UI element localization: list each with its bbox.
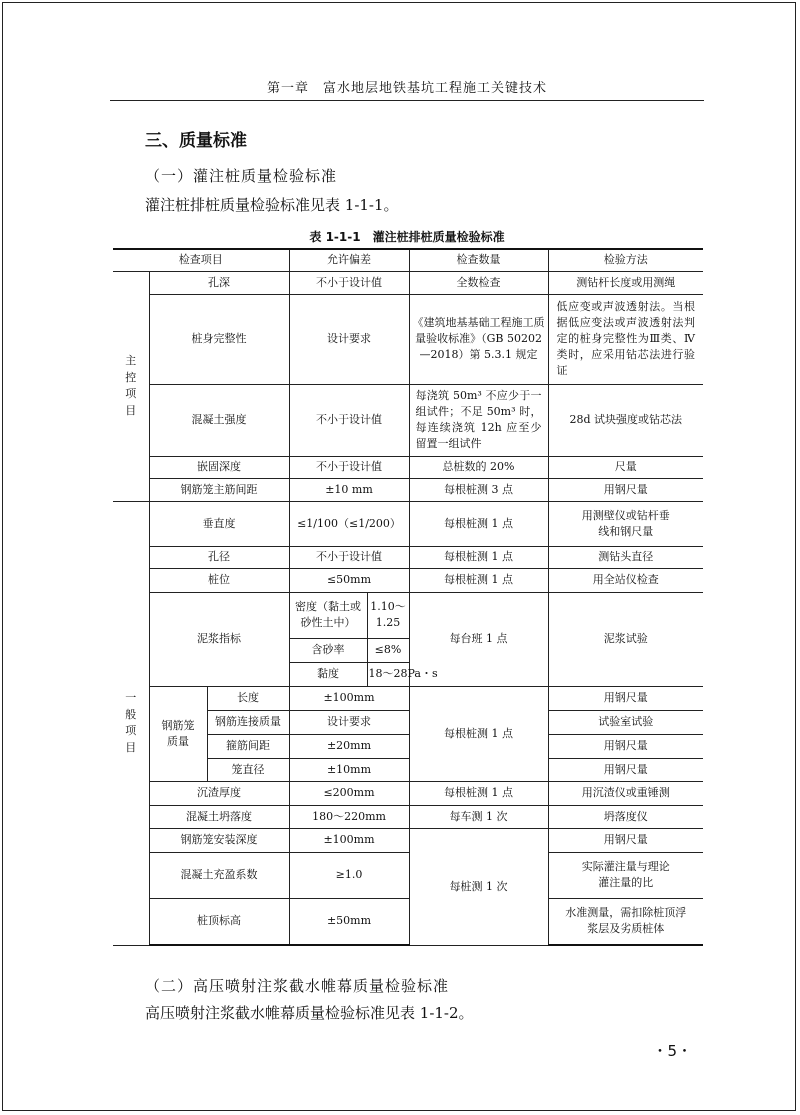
cell-quantity: 每根桩测 1 点 — [409, 781, 548, 805]
cell-method: 试验室试验 — [548, 710, 703, 734]
cell-tolerance: 设计要求 — [289, 294, 409, 384]
cell-quantity: 总桩数的 20% — [409, 456, 548, 478]
cell-item: 沉渣厚度 — [149, 781, 289, 805]
cell-tolerance: 不小于设计值 — [289, 384, 409, 456]
cell-item: 嵌固深度 — [149, 456, 289, 478]
cell-item: 混凝土坍落度 — [149, 805, 289, 828]
paragraph-2: 高压喷射注浆截水帷幕质量检验标准见表 1-1-2。 — [145, 1004, 474, 1022]
cell-method: 测钻杆长度或用测绳 — [548, 271, 703, 294]
cell-tolerance: ≤200mm — [289, 781, 409, 805]
cell-quantity: 《建筑地基基础工程施工质量验收标准》（GB 50202—2018）第 5.3.1 规定 — [409, 294, 548, 384]
cell-quantity: 全数检查 — [409, 271, 548, 294]
table-row — [113, 501, 703, 546]
cell-method: 28d 试块强度或钻芯法 — [548, 384, 703, 456]
cell-item: 钢筋笼安装深度 — [149, 828, 289, 852]
group-general: 一般项目 — [113, 501, 149, 945]
cell-item: 笼直径 — [207, 758, 289, 781]
cell-quantity: 每根桩测 1 点 — [409, 546, 548, 568]
cell-method: 用测壁仪或钻杆垂线和钢尺量 — [548, 501, 703, 546]
cell-method: 实际灌注量与理论灌注量的比 — [548, 852, 703, 898]
running-head: 第一章 富水地层地铁基坑工程施工关键技术 — [266, 81, 547, 96]
cell-item: 箍筋间距 — [207, 734, 289, 758]
cell-mud-value: 18～28Pa・s — [367, 662, 409, 686]
group-main-control: 主控项目 — [113, 271, 149, 501]
table-row — [113, 568, 703, 592]
cell-method: 用全站仪检查 — [548, 568, 703, 592]
cell-mud-value: ≤8% — [367, 638, 409, 662]
cell-item: 长度 — [207, 686, 289, 710]
cell-mud-param: 黏度 — [289, 662, 367, 686]
table-row — [113, 478, 703, 501]
table-row — [113, 384, 703, 456]
cell-cage-group: 钢筋笼质量 — [149, 686, 207, 781]
cell-method: 用钢尺量 — [548, 828, 703, 852]
cell-item: 桩位 — [149, 568, 289, 592]
table-row — [113, 592, 703, 638]
table-row — [113, 805, 703, 828]
cell-method: 用钢尺量 — [548, 758, 703, 781]
table-caption: 表 1-1-1 灌注桩排桩质量检验标准 — [309, 230, 505, 244]
subsection-title-1: （一）灌注桩质量检验标准 — [145, 167, 338, 185]
cell-quantity: 每根桩测 1 点 — [409, 568, 548, 592]
cell-mud-param: 密度（黏土或砂性土中） — [289, 592, 367, 638]
cell-quantity: 每根桩测 1 点 — [409, 686, 548, 781]
cell-quantity: 每车测 1 次 — [409, 805, 548, 828]
cell-method: 用钢尺量 — [548, 686, 703, 710]
cell-item: 泥浆指标 — [149, 592, 289, 686]
table-row — [113, 686, 703, 710]
header-quantity: 检查数量 — [409, 249, 548, 271]
cell-tolerance: ≥1.0 — [289, 852, 409, 898]
cell-quantity: 每根桩测 3 点 — [409, 478, 548, 501]
cell-quantity: 每浇筑 50m³ 不应少于一组试件；不足 50m³ 时，每连续浇筑 12h 应至少留置一组试件 — [409, 384, 548, 456]
cell-tolerance: 设计要求 — [289, 710, 409, 734]
cell-item: 桩顶标高 — [149, 898, 289, 945]
cell-tolerance: 不小于设计值 — [289, 456, 409, 478]
cell-quantity: 每台班 1 点 — [409, 592, 548, 686]
cell-item: 桩身完整性 — [149, 294, 289, 384]
header-rule — [110, 100, 704, 101]
cell-mud-value: 1.10～1.25 — [367, 592, 409, 638]
cell-item: 混凝土强度 — [149, 384, 289, 456]
cell-item: 垂直度 — [149, 501, 289, 546]
cell-method: 坍落度仪 — [548, 805, 703, 828]
table-row — [113, 546, 703, 568]
cell-method: 测钻头直径 — [548, 546, 703, 568]
cell-item: 孔径 — [149, 546, 289, 568]
cell-method: 用钢尺量 — [548, 478, 703, 501]
cell-tolerance: ±20mm — [289, 734, 409, 758]
page-number: ・5・ — [652, 1042, 692, 1060]
header-item: 检查项目 — [113, 249, 289, 271]
cell-tolerance: ≤50mm — [289, 568, 409, 592]
cell-tolerance: 不小于设计值 — [289, 546, 409, 568]
cell-tolerance: 180～220mm — [289, 805, 409, 828]
table-row — [113, 898, 703, 945]
table-row — [113, 781, 703, 805]
table-row — [113, 852, 703, 898]
cell-method: 水准测量，需扣除桩顶浮浆层及劣质桩体 — [548, 898, 703, 945]
cell-item: 孔深 — [149, 271, 289, 294]
cell-tolerance: 不小于设计值 — [289, 271, 409, 294]
cell-method: 用钢尺量 — [548, 734, 703, 758]
cell-method: 尺量 — [548, 456, 703, 478]
table-row — [113, 456, 703, 478]
cell-mud-param: 含砂率 — [289, 638, 367, 662]
paragraph-1: 灌注桩排桩质量检验标准见表 1-1-1。 — [145, 196, 399, 214]
cell-quantity: 每桩测 1 次 — [409, 828, 548, 945]
table-row — [113, 294, 703, 384]
table-row — [113, 828, 703, 852]
header-method: 检验方法 — [548, 249, 703, 271]
cell-tolerance: ±100mm — [289, 828, 409, 852]
cell-item: 钢筋笼主筋间距 — [149, 478, 289, 501]
cell-tolerance: ≤1/100（≤1/200） — [289, 501, 409, 546]
section-title: 三、质量标准 — [145, 131, 247, 151]
cell-method: 低应变或声波透射法。当根据低应变法或声波透射法判定的桩身完整性为Ⅲ类、Ⅳ类时，应采用钻芯法进行验证 — [548, 294, 703, 384]
cell-tolerance: ±100mm — [289, 686, 409, 710]
cell-item: 混凝土充盈系数 — [149, 852, 289, 898]
table-header-row — [113, 249, 703, 271]
cell-tolerance: ±10mm — [289, 758, 409, 781]
cell-method: 泥浆试验 — [548, 592, 703, 686]
subsection-title-2: （二）高压喷射注浆截水帷幕质量检验标准 — [145, 977, 450, 995]
header-tolerance: 允许偏差 — [289, 249, 409, 271]
cell-tolerance: ±10 mm — [289, 478, 409, 501]
cell-method: 用沉渣仪或重锤测 — [548, 781, 703, 805]
cell-item: 钢筋连接质量 — [207, 710, 289, 734]
cell-tolerance: ±50mm — [289, 898, 409, 945]
cell-quantity: 每根桩测 1 点 — [409, 501, 548, 546]
quality-standard-table — [113, 248, 703, 946]
table-row — [113, 271, 703, 294]
